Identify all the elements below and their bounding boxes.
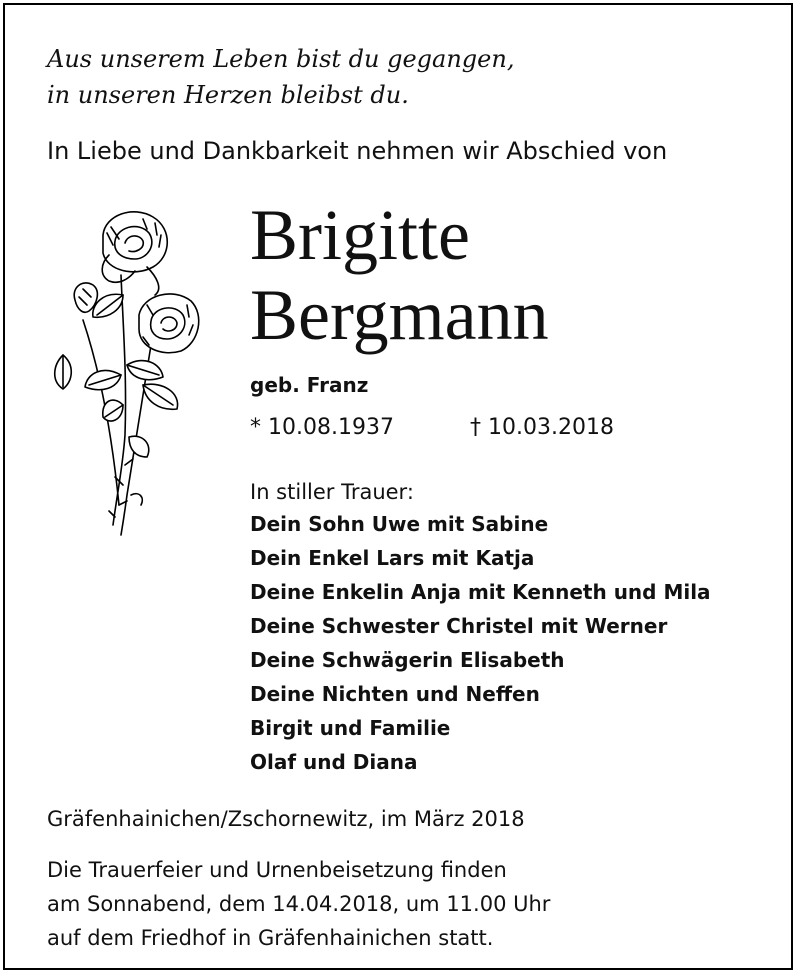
service-line-3: auf dem Friedhof in Gräfenhainichen statt.: [47, 926, 494, 950]
mourner-item: Dein Sohn Uwe mit Sabine: [250, 512, 549, 536]
verse-line-2: in unseren Herzen bleibst du.: [47, 81, 409, 109]
mourner-item: Deine Nichten und Neffen: [250, 682, 540, 706]
deceased-name: [250, 195, 549, 355]
maiden-name: geb. Franz: [250, 373, 369, 397]
mourner-item: Deine Schwägerin Elisabeth: [250, 648, 565, 672]
mourning-label: In stiller Trauer:: [250, 480, 414, 504]
obituary-frame: [3, 3, 793, 970]
memorial-verse: [47, 41, 747, 113]
deceased-last-name: Bergmann: [250, 275, 549, 355]
funeral-service-notice: [47, 853, 550, 955]
place-date-line: Gräfenhainichen/Zschornewitz, im März 2018: [47, 807, 525, 831]
mourners-list: [250, 507, 711, 779]
mourner-item: Dein Enkel Lars mit Katja: [250, 546, 535, 570]
service-line-1: Die Trauerfeier und Urnenbeisetzung finden: [47, 858, 507, 882]
mourner-item: Olaf und Diana: [250, 750, 418, 774]
rose-illustration-icon: [43, 205, 203, 545]
mourner-item: Deine Enkelin Anja mit Kenneth und Mila: [250, 580, 711, 604]
verse-line-1: Aus unserem Leben bist du gegangen,: [47, 45, 515, 73]
service-line-2: am Sonnabend, dem 14.04.2018, um 11.00 Uhr: [47, 892, 551, 916]
mourner-item: Deine Schwester Christel mit Werner: [250, 614, 668, 638]
death-date: † 10.03.2018: [470, 415, 614, 440]
birth-date: * 10.08.1937: [250, 415, 394, 440]
mourner-item: Birgit und Familie: [250, 716, 451, 740]
deceased-first-name: Brigitte: [250, 195, 470, 275]
farewell-intro: In Liebe und Dankbarkeit nehmen wir Abschied von: [47, 137, 668, 165]
